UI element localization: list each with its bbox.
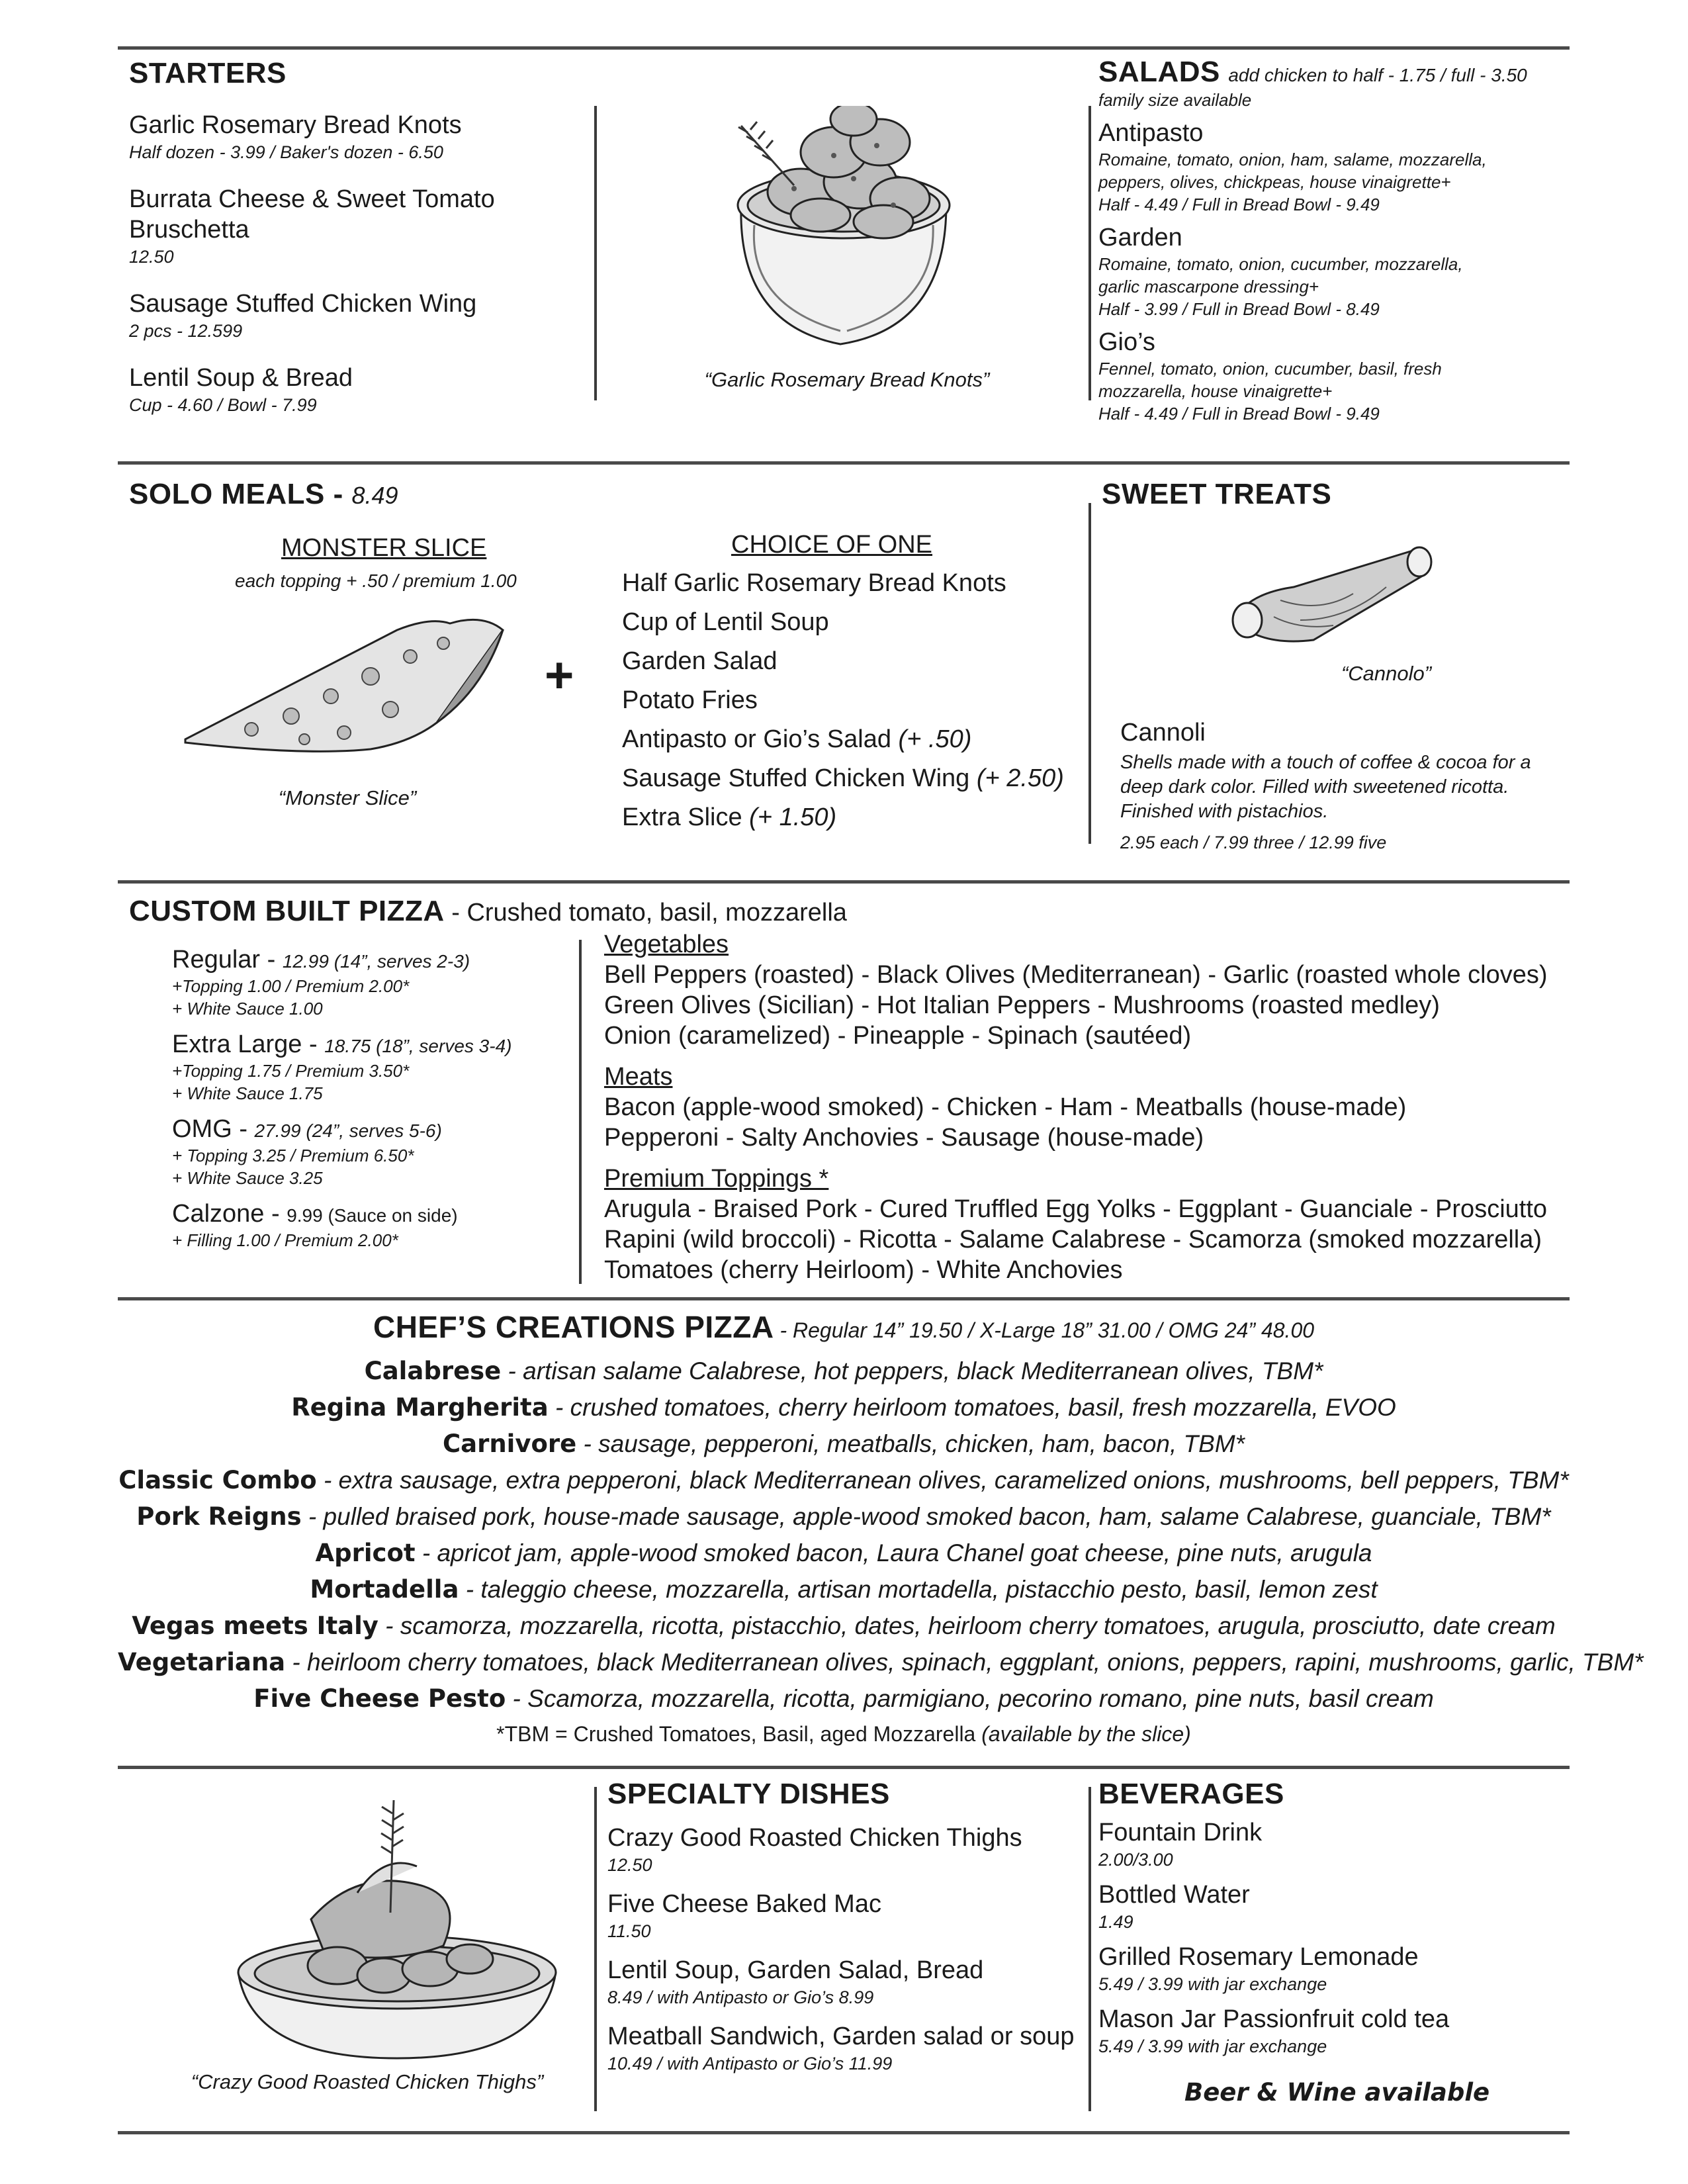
size-detail: 9.99 (Sauce on side) [287, 1205, 458, 1226]
sweets-section [1102, 478, 1565, 862]
size-detail: 27.99 (24”, serves 5-6) [254, 1120, 442, 1141]
beverage-item [1098, 1942, 1562, 1996]
size-name: Calzone - [172, 1200, 287, 1228]
specialty-name: Five Cheese Baked Mac [607, 1890, 881, 1918]
chef-item [118, 1462, 1570, 1498]
custom-subtitle: - Crushed tomato, basil, mozzarella [444, 899, 847, 927]
starter-name: Lentil Soup & Bread [129, 364, 353, 392]
size-detail: 12.99 (14”, serves 2-3) [282, 951, 470, 972]
choice-name: Sausage Stuffed Chicken Wing [622, 764, 977, 792]
starter-item [129, 363, 579, 417]
monster-slice-title: MONSTER SLICE [281, 534, 487, 562]
veg-line: Green Olives (Sicilian) - Hot Italian Peppers - Mushrooms (roasted medley) [604, 991, 1440, 1019]
chef-item-desc: - Scamorza, mozzarella, ricotta, parmigiano, pecorino romano, pine nuts, basil cream [506, 1685, 1434, 1712]
beverage-price: 5.49 / 3.99 with jar exchange [1098, 2036, 1327, 2056]
chef-item [118, 1535, 1570, 1571]
salad-price: Half - 3.99 / Full in Bread Bowl - 8.49 [1098, 299, 1380, 319]
chef-prices: - Regular 14” 19.50 / X-Large 18” 31.00 / OMG 24” 48.00 [774, 1318, 1315, 1342]
chef-item-name: Pork Reigns [136, 1502, 302, 1531]
chef-item-name: Apricot [315, 1539, 416, 1567]
choice-extra: (+ .50) [898, 725, 972, 753]
tbm-note: (available by the slice) [975, 1722, 1191, 1746]
size-item [172, 1029, 569, 1105]
size-item [172, 1199, 569, 1251]
salad-name: Antipasto [1098, 119, 1204, 147]
veg-line: Onion (caramelized) - Pineapple - Spinach (sautéed) [604, 1022, 1192, 1050]
starters-section [129, 57, 579, 432]
specialty-price: 8.49 / with Antipasto or Gio’s 8.99 [607, 1987, 874, 2007]
chef-item-name: Classic Combo [118, 1466, 317, 1494]
chef-header [118, 1309, 1570, 1345]
salad-desc: Romaine, tomato, onion, cucumber, mozzarella, garlic mascarpone dressing+ [1098, 254, 1463, 296]
salad-item [1098, 327, 1562, 425]
cannolo-caption: “Cannolo” [1341, 662, 1432, 685]
choice-name: Potato Fries [622, 686, 758, 714]
beverage-name: Bottled Water [1098, 1881, 1250, 1909]
size-name: Extra Large - [172, 1030, 325, 1058]
chef-title: CHEF’S CREATIONS PIZZA [373, 1310, 774, 1344]
size-detail: 18.75 (18”, serves 3-4) [324, 1036, 512, 1056]
salad-price: Half - 4.49 / Full in Bread Bowl - 9.49 [1098, 404, 1380, 424]
specialty-price: 12.50 [607, 1855, 652, 1875]
meats-title: Meats [604, 1063, 673, 1091]
chef-item-desc: - apricot jam, apple-wood smoked bacon, Laura Chanel goat cheese, pine nuts, arugula [415, 1539, 1372, 1567]
salads-title: SALADS [1098, 56, 1220, 88]
divider-after-starters [118, 461, 1570, 465]
beverage-price: 1.49 [1098, 1912, 1133, 1932]
beverage-price: 2.00/3.00 [1098, 1850, 1173, 1870]
chicken-thighs-caption: “Crazy Good Roasted Chicken Thighs” [191, 2070, 544, 2093]
chef-item-desc: - heirloom cherry tomatoes, black Mediterranean olives, spinach, eggplant, onions, peppers, rapini, mushrooms, garlic, TBM* [285, 1649, 1644, 1676]
size-sauce: + White Sauce 1.00 [172, 999, 323, 1019]
size-item [172, 944, 569, 1020]
beverage-name: Mason Jar Passionfruit cold tea [1098, 2005, 1450, 2033]
premium-line: Arugula - Braised Pork - Cured Truffled Egg Yolks - Eggplant - Guanciale - Prosciutto [604, 1195, 1548, 1223]
beverage-item [1098, 2004, 1562, 2058]
plus-sign: + [545, 647, 574, 704]
size-sauce: + White Sauce 1.75 [172, 1083, 323, 1103]
specialty-item [607, 1823, 1077, 1877]
custom-section [129, 895, 1565, 1292]
chef-item [118, 1644, 1644, 1680]
meat-line: Pepperoni - Salty Anchovies - Sausage (house-made) [604, 1124, 1204, 1152]
specialty-price: 11.50 [607, 1921, 651, 1941]
monster-slice-note: each topping + .50 / premium 1.00 [235, 570, 517, 591]
choice-name: Half Garlic Rosemary Bread Knots [622, 569, 1006, 597]
chef-item [118, 1389, 1570, 1426]
choice-name: Extra Slice [622, 803, 750, 831]
chef-item-name: Carnivore [442, 1430, 577, 1458]
cannoli-price: 2.95 each / 7.99 three / 12.99 five [1120, 833, 1387, 852]
starter-price: 12.50 [129, 247, 174, 267]
salad-name: Garden [1098, 224, 1182, 251]
choice-name: Antipasto or Gio’s Salad [622, 725, 899, 753]
beverage-item [1098, 1880, 1562, 1934]
monster-slice-caption: “Monster Slice” [278, 786, 417, 809]
choice-title: CHOICE OF ONE [731, 531, 933, 559]
choice-extra: (+ 1.50) [749, 803, 837, 831]
starter-price: 2 pcs - 12.599 [129, 321, 243, 341]
beverage-item [1098, 1817, 1562, 1872]
size-item [172, 1114, 569, 1189]
custom-sizes [172, 944, 569, 1251]
chef-item-desc: - taleggio cheese, mozzarella, artisan mortadella, pistacchio pesto, basil, lemon zest [459, 1576, 1378, 1603]
beer-wine-note: Beer & Wine available [1184, 2078, 1490, 2107]
chef-item-name: Calabrese [364, 1357, 502, 1385]
solo-dash: - [324, 478, 352, 510]
chef-item-name: Vegas meets Italy [132, 1612, 378, 1640]
salad-name: Gio’s [1098, 328, 1155, 356]
size-name: Regular - [172, 946, 283, 974]
choice-item [622, 564, 1098, 603]
premium-line: Rapini (wild broccoli) - Ricotta - Salame Calabrese - Scamorza (smoked mozzarella) [604, 1226, 1542, 1253]
specialty-name: Crazy Good Roasted Chicken Thighs [607, 1824, 1022, 1852]
salad-item [1098, 222, 1562, 320]
beverages-section [1098, 1778, 1562, 2107]
size-name: OMG - [172, 1115, 255, 1143]
chef-item-name: Mortadella [310, 1575, 459, 1604]
size-topping: + Filling 1.00 / Premium 2.00* [172, 1230, 398, 1250]
starters-title: STARTERS [129, 57, 287, 89]
size-topping: +Topping 1.75 / Premium 3.50* [172, 1061, 410, 1081]
starter-price: Cup - 4.60 / Bowl - 7.99 [129, 395, 317, 415]
beverages-title: BEVERAGES [1098, 1778, 1284, 1810]
starter-item [129, 184, 579, 269]
divider-top [118, 46, 1570, 50]
chef-item-desc: - crushed tomatoes, cherry heirloom tomatoes, basil, fresh mozzarella, EVOO [548, 1394, 1396, 1421]
vrule-salads [1088, 106, 1091, 400]
salads-section [1098, 56, 1562, 425]
salad-desc: Romaine, tomato, onion, ham, salame, mozzarella, peppers, olives, chickpeas, house vinaigrette+ [1098, 150, 1487, 192]
divider-bottom [118, 2131, 1570, 2134]
chef-item-desc: - artisan salame Calabrese, hot peppers, black Mediterranean olives, TBM* [501, 1357, 1323, 1385]
size-topping: +Topping 1.00 / Premium 2.00* [172, 976, 410, 996]
chef-item-desc: - extra sausage, extra pepperoni, black Mediterranean olives, caramelized onions, mushrooms, bell peppers, TBM* [316, 1467, 1569, 1494]
chef-item [118, 1608, 1570, 1644]
starter-item [129, 289, 579, 343]
choice-item [622, 642, 1098, 681]
divider-after-solo [118, 880, 1570, 884]
chef-item-desc: - pulled braised pork, house-made sausage, apple-wood smoked bacon, ham, salame Calabrese, guanciale, TBM* [301, 1503, 1551, 1530]
custom-header [129, 895, 1565, 928]
beverage-price: 5.49 / 3.99 with jar exchange [1098, 1974, 1327, 1994]
choice-item [622, 759, 1098, 798]
salad-desc: Fennel, tomato, onion, cucumber, basil, fresh mozzarella, house vinaigrette+ [1098, 359, 1442, 401]
premium-title: Premium Toppings * [604, 1165, 829, 1193]
salad-price: Half - 4.49 / Full in Bread Bowl - 9.49 [1098, 195, 1380, 214]
starter-item [129, 110, 579, 164]
chef-list [118, 1353, 1644, 1717]
solo-price: 8.49 [351, 482, 398, 509]
beverage-name: Fountain Drink [1098, 1819, 1263, 1846]
chef-item [118, 1426, 1570, 1462]
chef-item [118, 1498, 1570, 1535]
chef-item [118, 1353, 1570, 1389]
choice-list [622, 564, 1098, 837]
bread-knots-caption: “Garlic Rosemary Bread Knots” [704, 368, 990, 391]
specialty-item [607, 2021, 1077, 2075]
cannoli-name: Cannoli [1120, 719, 1206, 747]
tbm-footnote [118, 1722, 1570, 1747]
divider-after-custom [118, 1297, 1570, 1300]
choice-item [622, 720, 1098, 759]
specialty-section [607, 1778, 1077, 2075]
choice-item [622, 798, 1098, 837]
meat-line: Bacon (apple-wood smoked) - Chicken - Ham - Meatballs (house-made) [604, 1093, 1407, 1121]
vegetables-title: Vegetables [604, 931, 729, 958]
chef-item-desc: - scamorza, mozzarella, ricotta, pistacchio, dates, heirloom cherry tomatoes, arugula, prosciutto, date cream [378, 1612, 1556, 1639]
starter-name: Burrata Cheese & Sweet Tomato Bruschetta [129, 185, 495, 244]
specialty-item [607, 1889, 1077, 1943]
veg-line: Bell Peppers (roasted) - Black Olives (Mediterranean) - Garlic (roasted whole cloves) [604, 961, 1548, 989]
sweets-title: SWEET TREATS [1102, 478, 1332, 510]
choice-item [622, 681, 1098, 720]
solo-section [129, 478, 1069, 862]
topping-lists [604, 929, 1557, 1285]
chef-item-name: Five Cheese Pesto [253, 1684, 506, 1713]
specialty-price: 10.49 / with Antipasto or Gio’s 11.99 [607, 2054, 893, 2073]
specialty-name: Lentil Soup, Garden Salad, Bread [607, 1956, 984, 1984]
size-sauce: + White Sauce 3.25 [172, 1168, 323, 1188]
chef-item-name: Regina Margherita [291, 1393, 549, 1422]
premium-line: Tomatoes (cherry Heirloom) - White Anchovies [604, 1256, 1123, 1284]
salads-family-note: family size available [1098, 90, 1252, 110]
vrule-starters [594, 106, 597, 400]
cannoli-desc: Shells made with a touch of coffee & cocoa for a deep dark color. Filled with sweetened ricotta. Finished with pistachios. [1120, 752, 1531, 822]
specialty-item [607, 1955, 1077, 2009]
size-topping: + Topping 3.25 / Premium 6.50* [172, 1146, 414, 1165]
solo-title: SOLO MEALS [129, 478, 325, 510]
cannolo-illustration [1221, 541, 1446, 653]
monster-slice-illustration [172, 610, 516, 776]
tbm-text: *TBM = Crushed Tomatoes, Basil, aged Mozzarella [496, 1722, 976, 1746]
chef-item [118, 1571, 1570, 1608]
chef-section [118, 1309, 1644, 1759]
starter-price: Half dozen - 3.99 / Baker's dozen - 6.50 [129, 142, 443, 162]
specialty-name: Meatball Sandwich, Garden salad or soup [607, 2023, 1075, 2050]
choice-name: Cup of Lentil Soup [622, 608, 829, 636]
chef-item [118, 1680, 1570, 1717]
choice-extra: (+ 2.50) [976, 764, 1064, 792]
salads-note: add chicken to half - 1.75 / full - 3.50 [1228, 65, 1527, 85]
salads-header [1098, 56, 1562, 89]
bread-knots-illustration [701, 106, 993, 364]
solo-header [129, 478, 1069, 511]
chef-item-desc: - sausage, pepperoni, meatballs, chicken, ham, bacon, TBM* [576, 1430, 1245, 1457]
beverage-name: Grilled Rosemary Lemonade [1098, 1943, 1419, 1971]
choice-item [622, 603, 1098, 642]
salad-item [1098, 118, 1562, 216]
custom-title: CUSTOM BUILT PIZZA [129, 895, 445, 927]
choice-name: Garden Salad [622, 647, 777, 675]
starter-name: Sausage Stuffed Chicken Wing [129, 290, 477, 318]
chef-item-name: Vegetariana [118, 1648, 286, 1676]
chicken-thighs-illustration [225, 1787, 569, 2078]
vrule-beverages [1088, 1787, 1091, 2111]
divider-after-chef [118, 1766, 1570, 1769]
specialty-title: SPECIALTY DISHES [607, 1778, 890, 1810]
vrule-specialty [594, 1787, 597, 2111]
starter-name: Garlic Rosemary Bread Knots [129, 111, 462, 139]
